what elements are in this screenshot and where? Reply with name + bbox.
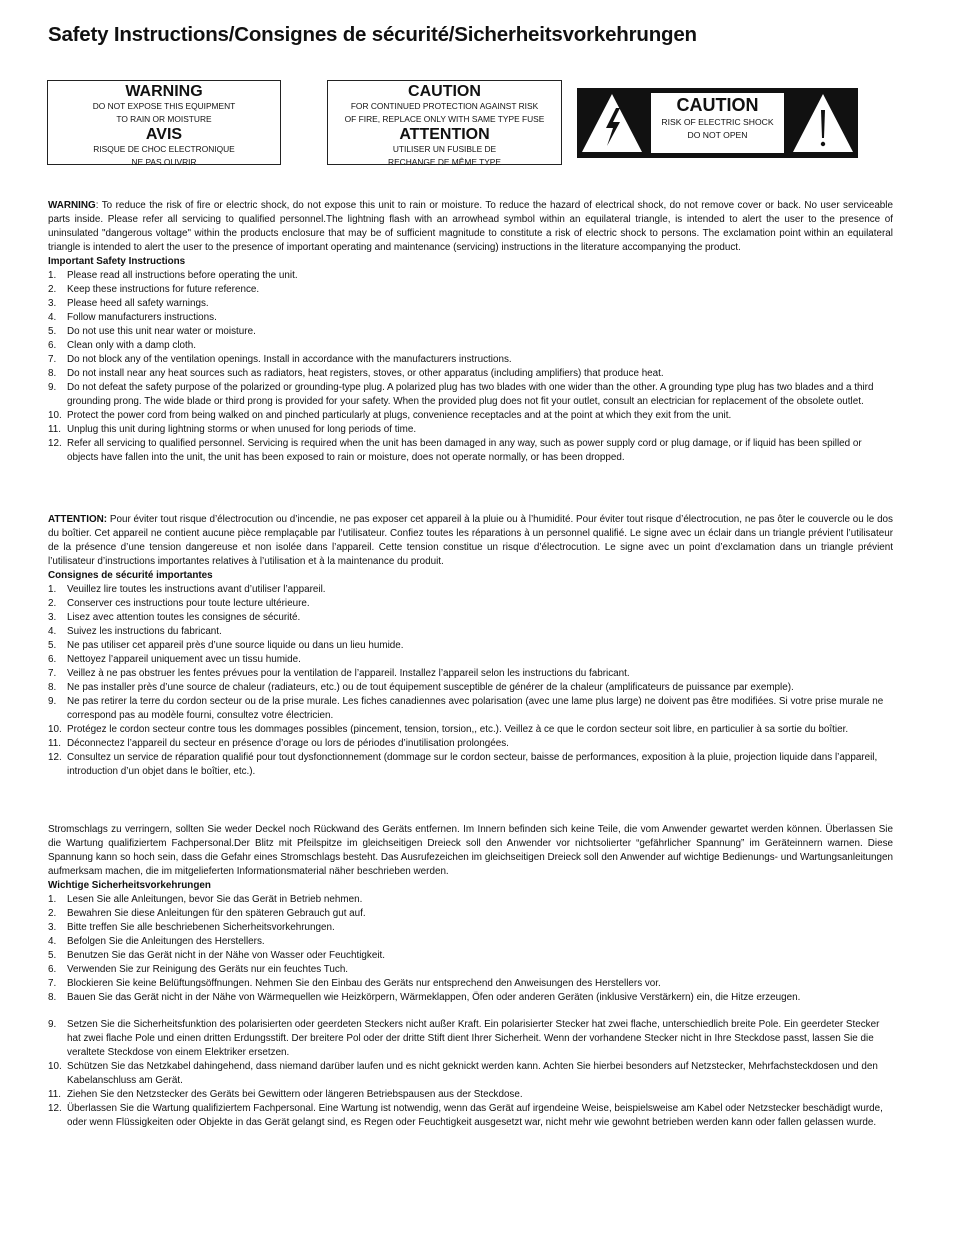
list-item [48, 907, 893, 921]
item-text: Ne pas installer près d’une source de chaleur (radiateurs, etc.) ou de tout équipement susceptible de générer de la chaleur (amplificateurs de puissance par exemple). [67, 682, 794, 693]
item-text: Ne pas utiliser cet appareil près d’une source liquide ou dans un lieu humide. [67, 640, 404, 651]
french-section [48, 513, 893, 779]
list-item [48, 1018, 893, 1060]
english-list [48, 269, 893, 465]
english-heading: Important Safety Instructions [48, 256, 186, 267]
page-title: Safety Instructions/Consignes de sécurité/Sicherheitsvorkehrungen [48, 23, 697, 46]
item-text: Refer all servicing to qualified personnel. Servicing is required when the unit has been damaged in any way, such as power supply cord or plug damage, or if liquid has been spilled or objects have fallen into the unit, the unit has been exposed to rain or moisture, does not operate normally, or has been dropped. [67, 438, 862, 463]
german-intro: Stromschlags zu verringern, sollten Sie weder Deckel noch Rückwand des Geräts entfernen. Im Innern befinden sich keine Teile, die vom Anwender gewartet werden können. Überlassen Sie die Wartung qualifiziertem Fachpersonal.Der Blitz mit Pfeilspitze im gleichseitigen Dreieck soll den Anwender vor nichtsolierter “gefährlicher Spannung” im Geräteinnern warnen. Diese Spannung kann so hoch sein, dass die Gefahr eines Stromschlags besteht. Das Ausrufezeichen im gleichseitigen Dreieck soll den Anwender auf wichtige Bedienungs- und Wartungsanleitungen aufmerksam machen, die im mitgelieferten Informationsmaterial näher beschrieben werden. [48, 824, 893, 877]
item-number: 6. [48, 340, 57, 351]
attention-heading: ATTENTION [399, 126, 490, 143]
list-item [48, 625, 893, 639]
list-item [48, 437, 893, 465]
list-item [48, 667, 893, 681]
item-text: Blockieren Sie keine Belüftungsöffnungen. Nehmen Sie den Einbau des Geräts nur entsprechend den Anweisungen des Herstellers vor. [67, 978, 661, 989]
electric-shock-label [577, 88, 858, 158]
list-item [48, 639, 893, 653]
shock-caution-heading: CAUTION [676, 95, 759, 115]
list-item [48, 893, 893, 907]
attention-line: RECHANGE DE MÊME TYPE [388, 157, 501, 167]
item-text: Follow manufacturers instructions. [67, 312, 217, 323]
item-number: 9. [48, 382, 57, 393]
item-text: Veillez à ne pas obstruer les fentes prévues pour la ventilation de l’appareil. Installez l’appareil selon les instructions du fabricant. [67, 668, 630, 679]
english-intro [48, 199, 893, 255]
french-heading: Consignes de sécurité importantes [48, 570, 213, 581]
list-item [48, 269, 893, 283]
list-item [48, 977, 893, 991]
list-spacer [48, 1005, 893, 1018]
list-item [48, 949, 893, 963]
list-item [48, 935, 893, 949]
item-text: Please heed all safety warnings. [67, 298, 209, 309]
item-number: 2. [48, 284, 57, 295]
item-text: Bewahren Sie diese Anleitungen für den späteren Gebrauch gut auf. [67, 908, 366, 919]
attention-line: UTILISER UN FUSIBLE DE [392, 144, 497, 154]
item-number: 12. [48, 752, 62, 763]
item-text: Ne pas retirer la terre du cordon secteur ou de la prise murale. Les fiches canadiennes avec polarisation (avec une lame plus large) ne doivent pas être modifiées. Si votre prise murale ne correspond pas au modèle fourni, consultez votre électricien. [67, 696, 884, 721]
item-text: Please read all instructions before operating the unit. [67, 270, 298, 281]
item-text: Bauen Sie das Gerät nicht in der Nähe von Wärmequellen wie Heizkörpern, Wärmeklappen, Öfen oder anderen Geräten (inklusive Verstärkern) ein, die Hitze erzeugen. [67, 992, 801, 1003]
item-text: Unplug this unit during lightning storms or when unused for long periods of time. [67, 424, 417, 435]
item-number: 11. [48, 738, 61, 749]
item-number: 3. [48, 612, 57, 623]
french-intro [48, 513, 893, 569]
list-item [48, 583, 893, 597]
item-number: 8. [48, 682, 57, 693]
item-number: 5. [48, 326, 57, 337]
english-intro-text: : To reduce the risk of fire or electric shock, do not expose this unit to rain or moisture. To reduce the hazard of electrical shock, do not remove cover or back. No user serviceable parts inside. Please refer all servicing to qualified personnel.The lightning flash with an arrowhead symbol within an equilateral triangle, is intended to alert the user to the presence of uninsulated "dangerous voltage" within the products enclosure that may be of sufficient magnitude to constitute a risk of electric shock to persons. The exclamation point within an equilateral triangle is intended to alert the user to the presence of important operating and maintenance (servicing) instructions in the literature accompanying the product. [48, 200, 893, 253]
list-item [48, 325, 893, 339]
item-text: Benutzen Sie das Gerät nicht in der Nähe von Wasser oder Feuchtigkeit. [67, 950, 385, 961]
item-text: Protect the power cord from being walked on and pinched particularly at plugs, convenience receptacles and at the point at which they exit from the unit. [67, 410, 732, 421]
item-text: Lesen Sie alle Anleitungen, bevor Sie das Gerät in Betrieb nehmen. [67, 894, 363, 905]
list-item [48, 751, 893, 779]
lightning-triangle-icon [580, 92, 644, 154]
item-number: 7. [48, 978, 57, 989]
list-item [48, 297, 893, 311]
item-number: 9. [48, 696, 57, 707]
avis-line: NE PAS OUVRIR [131, 157, 197, 167]
item-number: 1. [48, 270, 57, 281]
list-item [48, 695, 893, 723]
list-item [48, 1060, 893, 1088]
item-text: Protégez le cordon secteur contre tous les dommages possibles (pincement, tension, torsion,, etc.). Veillez à ce que le cordon secteur soit libre, en particulier à sa sortie du boîtier. [67, 724, 849, 735]
shock-caution-panel [651, 93, 784, 153]
avis-line: RISQUE DE CHOC ELECTRONIQUE [93, 144, 235, 154]
item-number: 5. [48, 640, 57, 651]
french-list [48, 583, 893, 779]
item-text: Déconnectez l’appareil du secteur en présence d’orage ou lors de périodes d’inutilisation prolongées. [67, 738, 509, 749]
list-item [48, 921, 893, 935]
item-number: 10. [48, 410, 62, 421]
warning-line: TO RAIN OR MOISTURE [116, 114, 212, 124]
avis-heading: AVIS [145, 126, 183, 143]
fuse-caution-label [327, 80, 562, 165]
list-item [48, 283, 893, 297]
item-text: Suivez les instructions du fabricant. [67, 626, 222, 637]
item-number: 8. [48, 368, 57, 379]
item-text: Do not install near any heat sources such as radiators, heat registers, stoves, or other apparatus (including amplifiers) that produce heat. [67, 368, 664, 379]
item-text: Consultez un service de réparation qualifié pour tout dysfonctionnement (dommage sur le cordon secteur, baisse de performances, exposition à la pluie, projection liquide dans l’appareil, introduction d’un objet dans le boîtier, etc.). [67, 752, 878, 777]
french-lead: ATTENTION: [48, 514, 108, 525]
item-number: 10. [48, 1061, 62, 1072]
item-number: 12. [48, 1103, 62, 1114]
list-item [48, 423, 893, 437]
item-number: 2. [48, 598, 57, 609]
list-item [48, 681, 893, 695]
list-item [48, 311, 893, 325]
list-item [48, 409, 893, 423]
item-text: Befolgen Sie die Anleitungen des Herstellers. [67, 936, 265, 947]
german-section [48, 823, 893, 1130]
english-lead: WARNING [48, 200, 96, 211]
item-text: Conserver ces instructions pour toute lecture ultérieure. [67, 598, 310, 609]
list-item [48, 991, 893, 1005]
item-number: 4. [48, 626, 57, 637]
english-section [48, 199, 893, 465]
item-number: 7. [48, 354, 57, 365]
caution-line: OF FIRE, REPLACE ONLY WITH SAME TYPE FUSE [344, 114, 545, 124]
item-number: 6. [48, 654, 57, 665]
list-item [48, 367, 893, 381]
item-number: 10. [48, 724, 62, 735]
item-text: Lisez avec attention toutes les consignes de sécurité. [67, 612, 301, 623]
list-item [48, 339, 893, 353]
warning-heading: WARNING [125, 83, 203, 100]
item-number: 11. [48, 424, 61, 435]
warning-label [47, 80, 281, 165]
shock-caution-line: DO NOT OPEN [687, 130, 748, 140]
item-text: Keep these instructions for future reference. [67, 284, 260, 295]
warning-line: DO NOT EXPOSE THIS EQUIPMENT [92, 101, 236, 111]
item-number: 7. [48, 668, 57, 679]
item-text: Ziehen Sie den Netzstecker des Geräts bei Gewittern oder längeren Betriebspausen aus der Steckdose. [67, 1089, 523, 1100]
item-text: Schützen Sie das Netzkabel dahingehend, dass niemand darüber laufen und es nicht geknickt werden kann. Achten Sie hierbei besonders auf Netzstecker, Mehrfachsteckdosen und den Kabelanschluss am Gerät. [67, 1061, 878, 1086]
list-item [48, 597, 893, 611]
list-item [48, 653, 893, 667]
german-heading: Wichtige Sicherheitsvorkehrungen [48, 880, 211, 891]
list-item [48, 1088, 893, 1102]
list-item [48, 963, 893, 977]
item-text: Clean only with a damp cloth. [67, 340, 196, 351]
item-text: Do not use this unit near water or moisture. [67, 326, 256, 337]
item-number: 5. [48, 950, 57, 961]
list-item [48, 611, 893, 625]
list-item [48, 723, 893, 737]
item-number: 6. [48, 964, 57, 975]
item-number: 3. [48, 298, 57, 309]
shock-caution-line: RISK OF ELECTRIC SHOCK [661, 117, 774, 127]
item-number: 4. [48, 936, 57, 947]
german-list [48, 893, 893, 1130]
list-item [48, 353, 893, 367]
item-number: 9. [48, 1019, 57, 1030]
item-text: Bitte treffen Sie alle beschriebenen Sicherheitsvorkehrungen. [67, 922, 335, 933]
item-number: 4. [48, 312, 57, 323]
item-number: 1. [48, 584, 57, 595]
item-text: Setzen Sie die Sicherheitsfunktion des polarisierten oder geerdeten Steckers nicht außer Kraft. Ein polarisierter Stecker hat zwei flache, unterschiedlich breite Pole. Ein geerdeter Stecker hat zwei flache Pole und einen dritten Erdungsstift. Der breitere Pol oder der dritte Stift dient Ihrer Sicherheit. Wenn der vorhandene Stecker nicht in Ihre Steckdose passt, lassen Sie die veraltete Steckdose von einem Elektriker ersetzen. [67, 1019, 880, 1058]
item-number: 12. [48, 438, 62, 449]
item-number: 2. [48, 908, 57, 919]
item-number: 11. [48, 1089, 61, 1100]
item-text: Veuillez lire toutes les instructions avant d’utiliser l’appareil. [67, 584, 326, 595]
item-number: 8. [48, 992, 57, 1003]
caution-heading: CAUTION [408, 83, 481, 100]
exclamation-triangle-icon [791, 92, 855, 154]
list-item [48, 1102, 893, 1130]
caution-line: FOR CONTINUED PROTECTION AGAINST RISK [350, 101, 539, 111]
item-text: Verwenden Sie zur Reinigung des Geräts nur ein feuchtes Tuch. [67, 964, 349, 975]
item-text: Überlassen Sie die Wartung qualifiziertem Fachpersonal. Eine Wartung ist notwendig, wenn das Gerät auf irgendeine Weise, beispielsweise am Kabel oder Netzstecker beschädigt wurde, oder wenn Flüssigkeiten oder Objekte in das Gerät gelangt sind, es Regen oder Feuchtigkeit ausgesetzt war, nicht mehr wie gewohnt betrieben werden kann oder fallen gelassen wurde. [67, 1103, 883, 1128]
list-item [48, 381, 893, 409]
item-text: Nettoyez l’appareil uniquement avec un tissu humide. [67, 654, 301, 665]
french-intro-text: Pour éviter tout risque d’électrocution ou d’incendie, ne pas exposer cet appareil à la pluie ou à l’humidité. Pour éviter tout risque d’électrocution, ne pas ôter le couvercle ou le dos du boîtier. Cet appareil ne contient aucune pièce remplaçable par l’utilisateur. Confiez toutes les réparations à un personnel qualifié. Le signe avec un éclair dans un triangle prévient l’utilisateur de la présence d’une tension dangereuse et non isolée dans l’appareil. Cette tension constitue un risque d’électrocution. Le signe avec un point d’exclamation dans un triangle prévient l’utilisateur d’instructions importantes relatives à l’utilisation et à la maintenance du produit. [48, 514, 893, 567]
item-number: 3. [48, 922, 57, 933]
list-item [48, 737, 893, 751]
item-text: Do not defeat the safety purpose of the polarized or grounding-type plug. A polarized plug has two blades with one wider than the other. A grounding type plug has two blades and a third grounding prong. The wide blade or third prong is provided for your safety. When the provided plug does not fit your outlet, consult an electrician for replacement of the obsolete outlet. [67, 382, 874, 407]
item-text: Do not block any of the ventilation openings. Install in accordance with the manufacturers instructions. [67, 354, 512, 365]
item-number: 1. [48, 894, 57, 905]
